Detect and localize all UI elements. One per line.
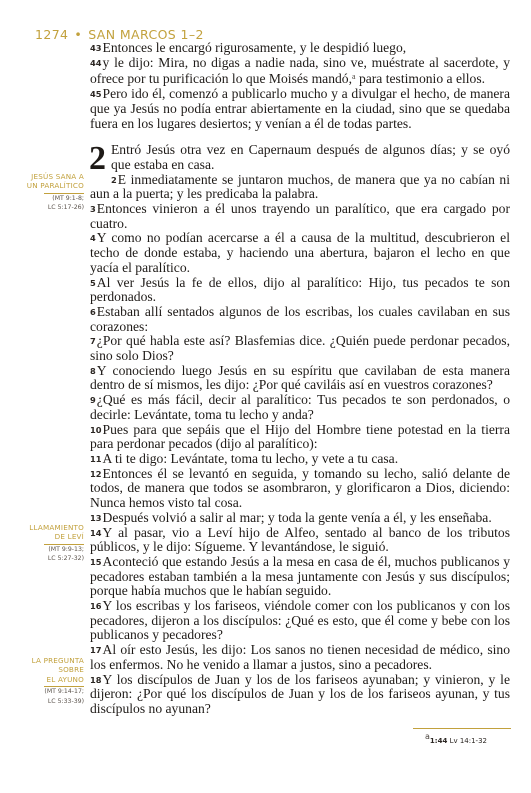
footnote-verse-ref: 1:44 — [429, 737, 448, 745]
sidebar-heading-ayuno — [14, 656, 84, 706]
verse — [90, 231, 510, 275]
verse-text: Aconteció que estando Jesús a la mesa en casa de él, muchos publicanos y pecadores estaban también a la mesa juntamente con Jesús y sus discípulos; porque había muchos que le habían seguido. — [90, 553, 510, 599]
sidebar-title-line: LLAMAMIENTO — [29, 523, 84, 532]
verse-number: 4 — [90, 233, 96, 244]
footnote-letter: a — [425, 732, 430, 741]
sidebar-title-line: UN PARALÍTICO — [26, 181, 84, 191]
verse-text: Al ver Jesús la fe de ellos, dijo al paralítico: Hijo, tus pecados te son perdonados. — [90, 274, 510, 305]
verse — [90, 393, 510, 422]
footnote — [425, 732, 487, 745]
verse-text: Estaban allí sentados algunos de los escribas, los cuales cavilaban en sus corazones: — [90, 303, 510, 334]
verse — [90, 202, 510, 231]
verse — [90, 334, 510, 363]
verse-number: 17 — [90, 645, 102, 656]
verse-number: 45 — [90, 89, 102, 100]
verse — [90, 305, 510, 334]
verse — [89, 140, 510, 178]
verse-text: Y los escribas y los fariseos, viéndole comer con los publicanos y con los pecadores, dijeron a los discípulos: ¿Qué es esto, que él come y bebe con los publicanos y pecadores? — [90, 598, 510, 643]
verse-number: 2 — [111, 174, 117, 185]
verse-text: ¿Por qué habla este así? Blasfemias dice. ¿Quién puede perdonar pecados, sino solo Dios? — [90, 333, 510, 364]
footnote-marker[interactable]: a — [351, 72, 356, 82]
verse-number: 12 — [90, 468, 102, 479]
verse-number: 14 — [90, 527, 102, 538]
verse-number: 44 — [90, 57, 102, 68]
verse — [90, 526, 510, 555]
sidebar-parallel-ref: (MT 9:9-13; — [48, 545, 84, 553]
sidebar-parallel-ref: LC 5:17-26) — [47, 204, 84, 212]
verse-number: 10 — [90, 424, 102, 435]
verse-text: E inmediatamente se juntaron muchos, de manera que ya no cabían ni aun a la puerta; y les predicaba la palabra. — [90, 171, 510, 202]
verse-number: 3 — [90, 204, 96, 215]
verse-text: ¿Qué es más fácil, decir al paralítico: Tus pecados te son perdonados, o decirle: Levántate, toma tu lecho y anda? — [90, 392, 510, 422]
sidebar-parallel-ref: LC 5:33-39) — [47, 697, 84, 705]
verse — [90, 41, 510, 56]
verse — [90, 364, 510, 393]
verse — [90, 423, 510, 452]
verse-text: Entonces le encargó rigurosamente, y le despidió luego, — [102, 40, 407, 55]
verse-number: 18 — [90, 674, 102, 685]
sidebar-heading-llamamiento — [14, 523, 84, 564]
verse — [90, 56, 510, 87]
sidebar-parallel-ref: LC 5:27-32) — [47, 555, 84, 563]
verse — [90, 673, 510, 717]
verse — [90, 555, 510, 599]
verse-text: Y los discípulos de Juan y los de los fariseos ayunaban; y vinieron, y le dijeron: ¿Por qué los discípulos de Juan y los de los fariseos ayunan, y tus discípulos no ayunan? — [90, 671, 510, 716]
verse-text: Y al pasar, vio a Leví hijo de Alfeo, sentado al banco de los tributos públicos, y le dijo: Sígueme. Y levantándose, le siguió. — [90, 524, 510, 555]
verse — [90, 643, 510, 672]
footnote-cross-ref[interactable]: Lv 14:1-32 — [449, 737, 487, 745]
verse-number: 15 — [90, 556, 102, 567]
verse-number: 43 — [90, 43, 102, 53]
sidebar-title-line: JESÚS SANA A — [31, 172, 84, 181]
verse-text: y le dijo: Mira, no digas a nadie nada, sino ve, muéstrate al sacerdote, y ofrece por tu purificación lo que Moisés mandó, — [90, 54, 510, 87]
verse-text: Pues para que sepáis que el Hijo del Hombre tiene potestad en la tierra para perdonar pecados (dijo al paralítico): — [90, 421, 510, 452]
verse — [90, 599, 510, 643]
sidebar-title-line: SOBRE — [58, 665, 84, 675]
verse-number: 11 — [90, 453, 102, 464]
verse-text: Pero ido él, comenzó a publicarlo mucho y a divulgar el hecho, de manera que ya Jesús no podía entrar abiertamente en la ciudad, sino que se quedaba fuera en los lugares desiertos; y venían a él de todas partes. — [90, 86, 510, 131]
verse-number: 13 — [90, 512, 102, 523]
sidebar-rule — [44, 544, 84, 545]
verse — [90, 173, 510, 202]
verse-number: 6 — [90, 306, 96, 317]
chapter-number: 2 — [89, 140, 106, 178]
verse-text: Entró Jesús otra vez en Capernaum después de algunos días; y se oyó que estaba en casa. — [111, 142, 510, 172]
sidebar-title-line: LA PREGUNTA — [31, 656, 84, 665]
verse — [90, 276, 510, 305]
verse-text: Entonces vinieron a él unos trayendo un paralítico, que era cargado por cuatro. — [90, 201, 510, 231]
verse-number: 7 — [90, 336, 96, 347]
verse — [90, 511, 510, 526]
page-number: 1274 — [35, 27, 69, 42]
verse-text: Entonces él se levantó en seguida, y tomando su lecho, salió delante de todos, de manera que todos se asombraron, y glorificaron a Dios, diciendo: Nunca hemos visto tal cosa. — [90, 465, 510, 511]
book-chapter-range: SAN MARCOS 1–2 — [88, 27, 204, 42]
verse-text: para testimonio a ellos. — [355, 71, 486, 87]
verse — [90, 87, 510, 131]
scripture-text — [90, 41, 510, 717]
sidebar-parallel-ref: (MT 9:1-8; — [52, 194, 84, 202]
header-separator: • — [74, 27, 83, 42]
verse-number: 5 — [90, 277, 96, 288]
verse-text: Y como no podían acercarse a él a causa de la multitud, descubrieron el techo de donde estaba, y haciendo una abertura, bajaron el lecho en que yacía el paralítico. — [90, 230, 510, 275]
verse-number: 16 — [90, 601, 102, 612]
sidebar-rule — [44, 686, 84, 687]
sidebar-title-line: EL AYUNO — [46, 674, 84, 684]
verse — [90, 452, 510, 467]
sidebar-title-line: DE LEVÍ — [54, 532, 84, 542]
verse-text: A ti te digo: Levántate, toma tu lecho, y vete a tu casa. — [102, 450, 399, 466]
verse-text: Y conociendo luego Jesús en su espíritu que cavilaban de esta manera dentro de sí mismos, les dijo: ¿Por qué caviláis así en vuestros corazones? — [90, 362, 510, 393]
verse-number: 9 — [90, 395, 96, 406]
sidebar-heading-jesus-sana — [14, 172, 84, 213]
sidebar-rule — [44, 193, 84, 194]
verse-text: Después volvió a salir al mar; y toda la gente venía a él, y les enseñaba. — [102, 509, 492, 525]
sidebar-parallel-ref: (MT 9:14-17; — [44, 688, 84, 696]
verse-number: 8 — [90, 365, 96, 376]
verse — [90, 467, 510, 511]
verse-text: Al oír esto Jesús, les dijo: Los sanos no tienen necesidad de médico, sino los enfermos. No he venido a llamar a justos, sino a pecadores. — [90, 642, 510, 672]
footnote-divider — [413, 728, 511, 729]
